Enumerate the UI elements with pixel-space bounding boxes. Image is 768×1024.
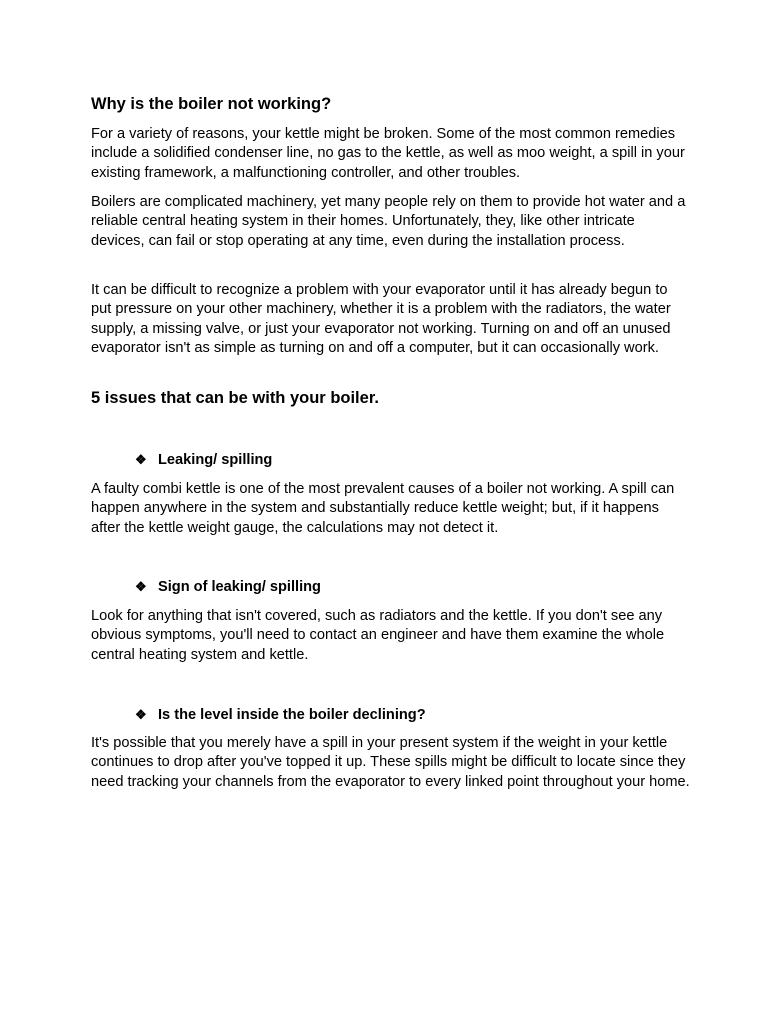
intro-paragraph-3: It can be difficult to recognize a problem with your evaporator until it has already begun to put pressure on your other machinery, whether it is a problem with the radiators, the water supply, a missing valve, or just your evaporator not working. Turning on and off an unused evaporator isn't as simple as turning on and off a computer, but it can occasionally work. (91, 282, 671, 357)
diamond-bullet-icon: ❖ (135, 707, 147, 722)
intro-paragraph-1: For a variety of reasons, your kettle might be broken. Some of the most common remedies include a solidified condenser line, no gas to the kettle, as well as moo weight, a spill in your existing framework, a malfunctioning controller, and other troubles. (91, 126, 685, 181)
diamond-bullet-icon: ❖ (135, 452, 147, 467)
issue-3-text: It's possible that you merely have a spill in your present system if the weight in your kettle continues to drop after you've topped it up. These spills might be difficult to locate since they need tracking your channels from the evaporator to every linked point throughout your home. (91, 735, 690, 790)
issue-2-title: Sign of leaking/ spilling (158, 579, 321, 595)
issue-1-title: Leaking/ spilling (158, 452, 273, 468)
issue-1-heading (135, 450, 272, 470)
issue-3-heading (135, 705, 426, 725)
issue-1-text: A faulty combi kettle is one of the most prevalent causes of a boiler not working. A spill can happen anywhere in the system and substantially reduce kettle weight; but, if it happens after the kettle weight gauge, the calculations may not detect it. (91, 481, 675, 536)
page-title: Why is the boiler not working? (91, 95, 332, 113)
issue-2-text: Look for anything that isn't covered, such as radiators and the kettle. If you don't see any obvious symptoms, you'll need to contact an engineer and have them examine the whole central heating system and kettle. (91, 608, 665, 663)
diamond-bullet-icon: ❖ (135, 579, 147, 594)
section-heading: 5 issues that can be with your boiler. (91, 389, 379, 407)
intro-paragraph-2: Boilers are complicated machinery, yet many people rely on them to provide hot water and a reliable central heating system in their homes. Unfortunately, they, like other intricate devices, can fail or stop operating at any time, even during the installation process. (91, 194, 686, 249)
issue-2-heading (135, 577, 321, 597)
issue-3-title: Is the level inside the boiler declining? (158, 707, 426, 723)
